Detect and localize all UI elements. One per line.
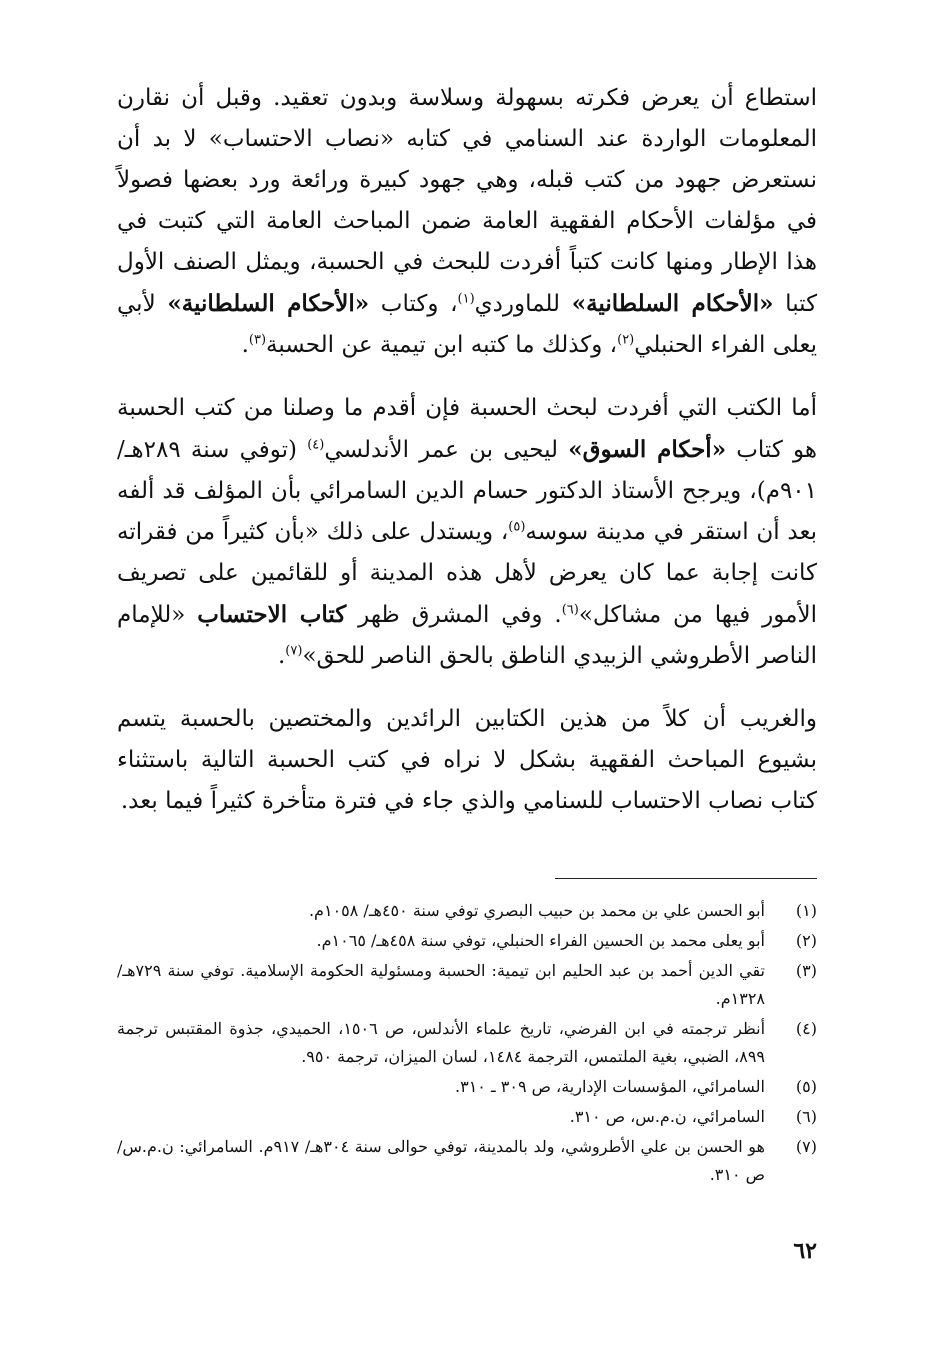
main-text bbox=[117, 78, 817, 822]
footnote-ref: (١) bbox=[457, 291, 475, 307]
footnote-ref: (٤) bbox=[307, 437, 325, 453]
bold-text: «الأحكام السلطانية» bbox=[167, 290, 370, 317]
footnote-text: هو الحسن بن علي الأطروشي، ولد بالمدينة، توفي حوالى سنة ٣٠٤هـ/ ٩١٧م. السامرائي: ن.م.س/ ص ٣١٠. bbox=[117, 1137, 765, 1184]
bold-text: «أحكام السوق» bbox=[568, 436, 727, 463]
footnote-number: (٥) bbox=[795, 1077, 817, 1096]
footnote-number: (١) bbox=[795, 901, 817, 920]
footnote-text: أبو الحسن علي بن محمد بن حبيب البصري توفي سنة ٤٥٠هـ/ ١٠٥٨م. bbox=[308, 901, 765, 920]
footnote bbox=[117, 1073, 817, 1101]
paragraph bbox=[117, 388, 817, 677]
footnote-ref: (٥) bbox=[508, 519, 526, 535]
footnote-ref: (٣) bbox=[248, 332, 267, 348]
text-run: لأبي يعلى الفراء الحنبلي bbox=[117, 291, 817, 358]
text-run: ، وكذلك ما كتبه ابن تيمية عن الحسبة bbox=[266, 332, 618, 358]
text-run: «للإمام الناصر الأطروشي الزبيدي الناطق بالحق الناصر للحق» bbox=[117, 602, 817, 669]
footnote-number: (٧) bbox=[795, 1137, 817, 1156]
footnote bbox=[117, 957, 817, 1013]
footnote-text: تقي الدين أحمد بن عبد الحليم ابن تيمية: الحسبة ومسئولية الحكومة الإسلامية. توفي سنة ٧٢٩هـ/ ١٣٢٨م. bbox=[117, 961, 765, 1008]
footnote bbox=[117, 1133, 817, 1189]
bold-text: كتاب الاحتساب bbox=[197, 601, 347, 628]
footnote bbox=[117, 897, 817, 925]
footnote-text: السامرائي، المؤسسات الإدارية، ص ٣٠٩ ـ ٣١٠. bbox=[455, 1077, 765, 1096]
footnote-divider bbox=[555, 878, 817, 879]
text-run: للماوردي bbox=[474, 291, 572, 317]
paragraph bbox=[117, 699, 817, 822]
text-run: ، ويستدل على ذلك «بأن كثيراً من فقراته كانت إجابة عما كان يعرض لأهل هذه المدينة أو للقائمين على تصريف الأمور فيها من مشاكل» bbox=[117, 519, 817, 628]
text-run: . وفي المشرق ظهر bbox=[346, 602, 562, 628]
footnote-text: أنظر ترجمته في ابن الفرضي، تاريخ علماء الأندلس، ص ١٥٠٦، الحميدي، جذوة المقتبس ترجمة ٨٩٩، الضبي، بغية الملتمس، الترجمة ١٤٨٤، لسان الميزان، ترجمة ٩٥٠. bbox=[117, 1019, 766, 1066]
footnote-number: (٤) bbox=[795, 1019, 817, 1038]
paragraph bbox=[117, 78, 817, 366]
text-run: ، وكتاب bbox=[369, 291, 458, 317]
footnote bbox=[117, 1015, 817, 1071]
footnote bbox=[117, 1103, 817, 1131]
text-run: (توفي سنة ٢٨٩هـ/٩٠١م)، ويرجح الأستاذ الدكتور حسام الدين السامرائي بأن المؤلف قد ألفه بعد أن استقر في مدينة سوسه bbox=[117, 437, 817, 545]
text-run: والغريب أن كلاً من هذين الكتابين الرائدين والمختصين بالحسبة يتسم بشيوع المباحث الفقهية بشكل لا نراه في كتب الحسبة التالية باستثناء كتاب نصاب الاحتساب للسنامي والذي جاء في فترة متأخرة كثيراً فيما بعد. bbox=[117, 706, 817, 814]
text-run: أما الكتب التي أفردت لبحث الحسبة فإن أقدم ما وصلنا من كتب الحسبة هو كتاب bbox=[117, 395, 817, 463]
footnote-number: (٢) bbox=[795, 931, 817, 950]
footnote-text: أبو يعلى محمد بن الحسين الفراء الحنبلي، توفي سنة ٤٥٨هـ/ ١٠٦٥م. bbox=[316, 931, 765, 950]
page-number: ٦٢ bbox=[793, 1238, 817, 1264]
text-run: . bbox=[277, 643, 286, 669]
footnote-text: السامرائي، ن.م.س، ص ٣١٠. bbox=[569, 1107, 765, 1126]
footnote-ref: (٢) bbox=[617, 332, 635, 348]
text-run: ليحيى بن عمر الأندلسي bbox=[324, 437, 569, 463]
footnotes bbox=[117, 897, 817, 1191]
footnote bbox=[117, 927, 817, 955]
bold-text: «الأحكام السلطانية» bbox=[571, 290, 774, 317]
footnote-ref: (٧) bbox=[285, 643, 303, 659]
footnote-number: (٦) bbox=[795, 1107, 817, 1126]
text-run: . bbox=[241, 332, 249, 358]
footnote-ref: (٦) bbox=[561, 602, 579, 618]
footnote-number: (٣) bbox=[795, 961, 817, 980]
text-run: استطاع أن يعرض فكرته بسهولة وسلاسة وبدون تعقيد. وقبل أن نقارن المعلومات الواردة عند السنامي في كتابه «نصاب الاحتساب» لا بد أن نستعرض جهود من كتب قبله، وهي جهود كبيرة ورائعة ورد بعضها فصولاً في مؤلفات الأحكام الفقهية العامة ضمن المباحث العامة التي كتبت في هذا الإطار ومنها كانت كتباً أفردت للبحث في الحسبة، ويمثل الصنف الأول كتبا bbox=[117, 85, 818, 317]
